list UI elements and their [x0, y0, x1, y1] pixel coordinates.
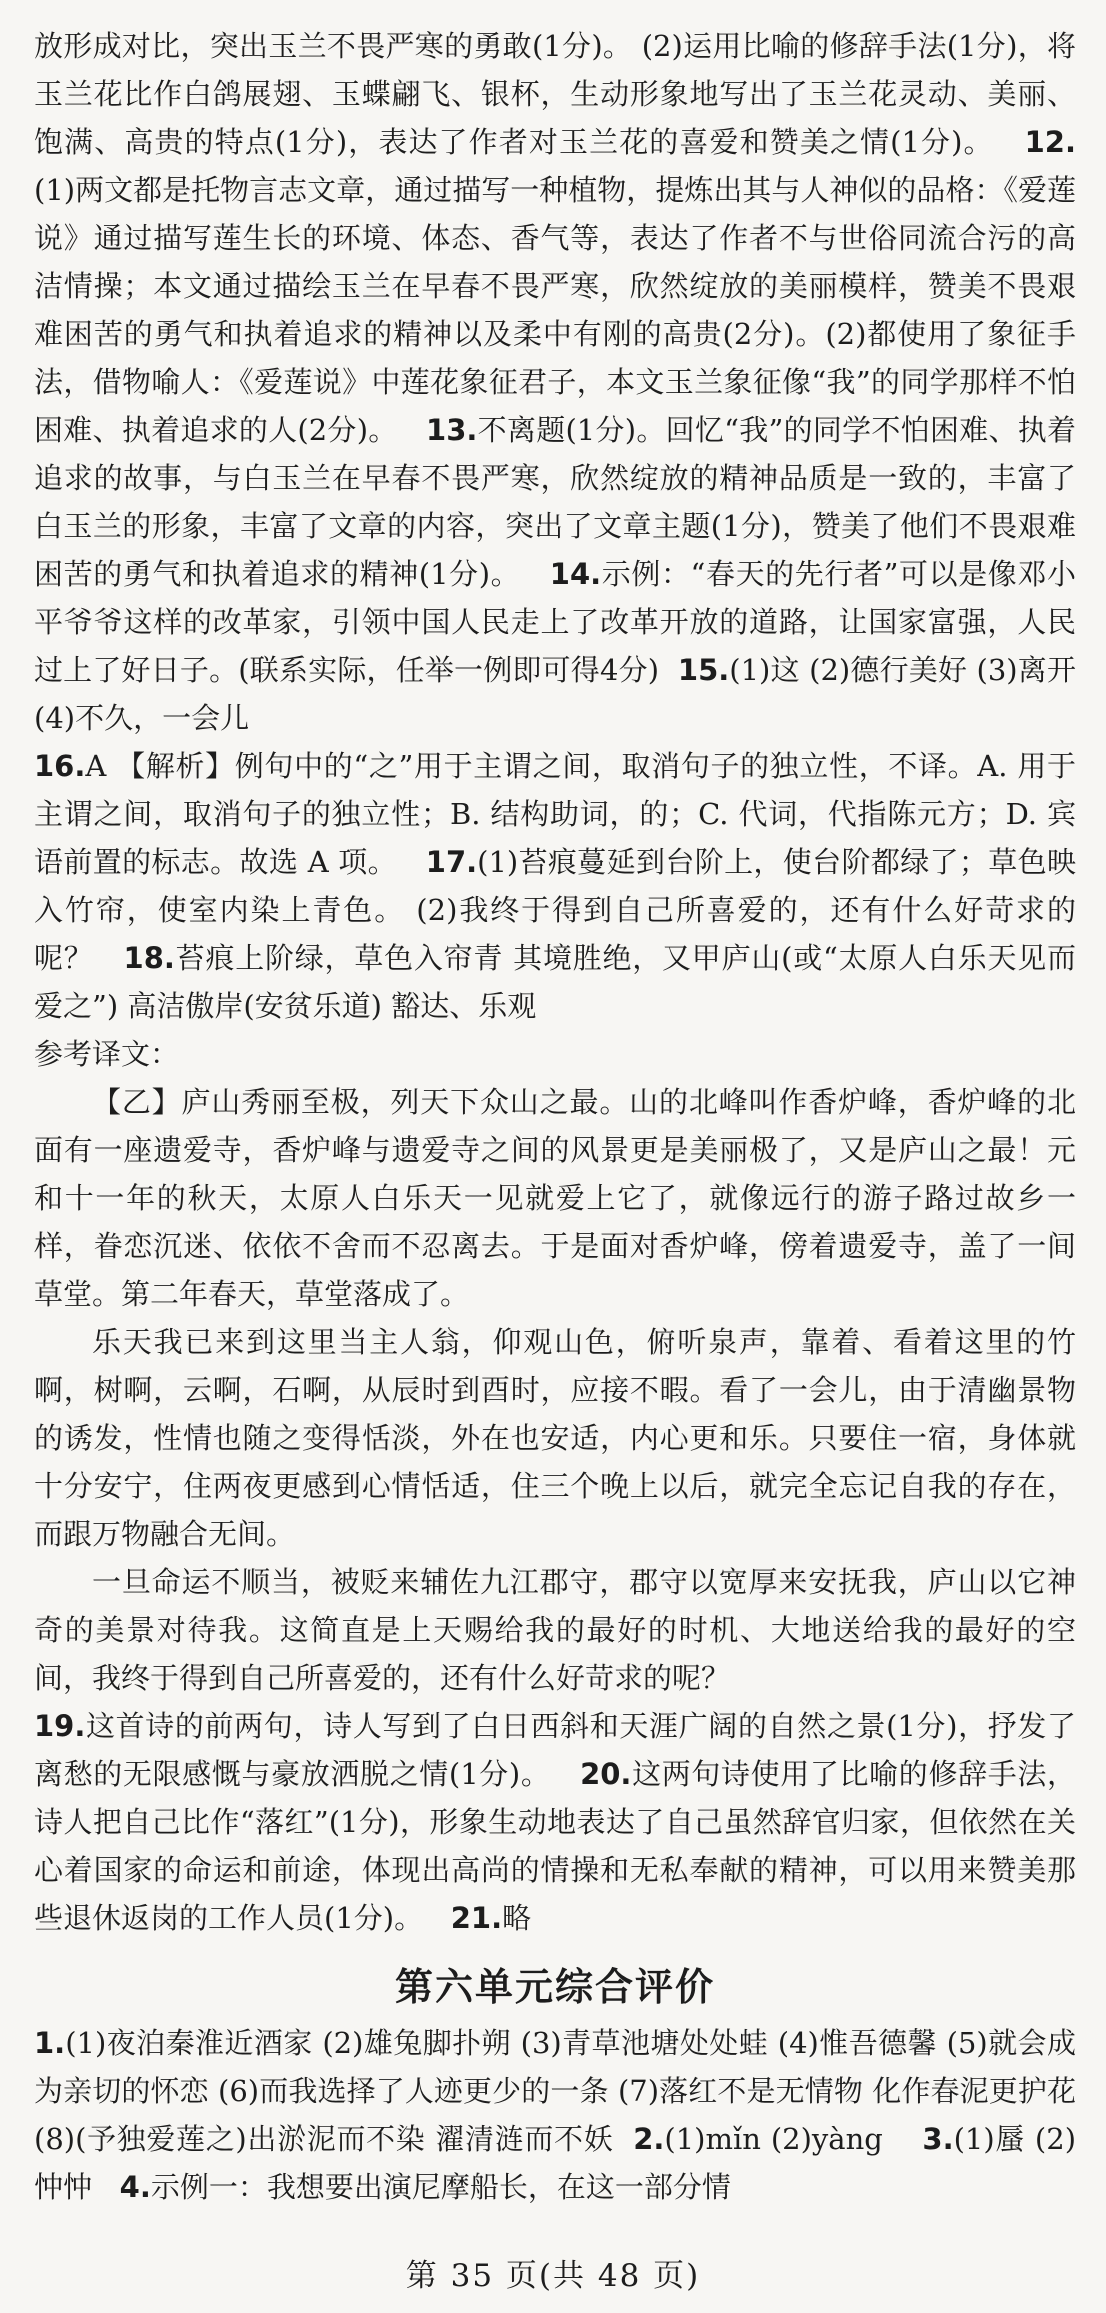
answer-block-19-21: 19.这首诗的前两句，诗人写到了白日西斜和天涯广阔的自然之景(1分)，抒发了离愁的无限感慨与豪放洒脱之情(1分)。 20.这两句诗使用了比喻的修辞手法，诗人把自己比作“落红”(1分)，形象生动地表达了自己虽然辞官归家，但依然在关心着国家的命运和前途，体现出高尚的情操和无私奉献的精神，可以用来赞美那些退休返岗的工作人员(1分)。 21.略: [34, 1709, 1076, 1935]
page-footer: 第 35 页(共 48 页): [405, 2258, 701, 2294]
q18-number: 18.: [123, 941, 175, 975]
q16-number: 16.: [34, 749, 86, 783]
q19-number: 19.: [34, 1709, 86, 1743]
q13-number: 13.: [426, 413, 478, 447]
translation-paragraph-2: 乐天我已来到这里当主人翁，仰观山色，俯听泉声，靠着、看着这里的竹啊，树啊，云啊，石啊，从辰时到酉时，应接不暇。看了一会儿，由于清幽景物的诱发，性情也随之变得恬淡，外在也安适，内心更和乐。只要住一宿，身体就十分安宁，住两夜更感到心情恬适，住三个晚上以后，就完全忘记自我的存在，而跟万物融合无间。: [34, 1325, 1076, 1551]
section-title: 第六单元综合评价: [394, 1964, 715, 2009]
translation-paragraph-3: 一旦命运不顺当，被贬来辅佐九江郡守，郡守以宽厚来安抚我，庐山以它神奇的美景对待我。这简直是上天赐给我的最好的时机、大地送给我的最好的空间，我终于得到自己所喜爱的，还有什么好苛求的呢？: [34, 1565, 1076, 1695]
q17-number: 17.: [425, 845, 478, 879]
answer-block-12-15: 放形成对比，突出玉兰不畏严寒的勇敢(1分)。 (2)运用比喻的修辞手法(1分)，将玉兰花比作白鸽展翅、玉蝶翩飞、银杯，生动形象地写出了玉兰花灵动、美丽、饱满、高贵的特点(1分)，表达了作者对玉兰花的喜爱和赞美之情(1分)。 12.(1)两文都是托物言志文章，通过描写一种植物，提炼出其与人神似的品格：《爱莲说》通过描写莲生长的环境、体态、香气等，表达了作者不与世俗同流合污的高洁情操；本文通过描绘玉兰在早春不畏严寒，欣然绽放的美丽模样，赞美不畏艰难困苦的勇气和执着追求的精神以及柔中有刚的高贵(2分)。(2)都使用了象征手法，借物喻人：《爱莲说》中莲花象征君子，本文玉兰象征像“我”的同学那样不怕困难、执着追求的人(2分)。 13.不离题(1分)。回忆“我”的同学不怕困难、执着追求的故事，与白玉兰在早春不畏严寒，欣然绽放的精神品质是一致的，丰富了白玉兰的形象，丰富了文章的内容，突出了文章主题(1分)，赞美了他们不畏艰难困苦的勇气和执着追求的精神(1分)。 14.示例：“春天的先行者”可以是像邓小平爷爷这样的改革家，引领中国人民走上了改革开放的道路，让国家富强，人民过上了好日子。(联系实际，任举一例即可得4分) 15.(1)这 (2)德行美好 (3)离开 (4)不久，一会儿: [34, 29, 1077, 735]
s-q2-number: 2.: [633, 2122, 665, 2156]
translation-paragraph-1: 【乙】庐山秀丽至极，列天下众山之最。山的北峰叫作香炉峰，香炉峰的北面有一座遗爱寺，香炉峰与遗爱寺之间的风景更是美丽极了，又是庐山之最！元和十一年的秋天，太原人白乐天一见就爱上它了，就像远行的游子路过故乡一样，眷恋沉迷、依依不舍而不忍离去。于是面对香炉峰，傍着遗爱寺，盖了一间草堂。第二年春天，草堂落成了。: [34, 1085, 1076, 1311]
q21-number: 21.: [450, 1901, 503, 1935]
answer-block-16-18: 16.A 【解析】例句中的“之”用于主谓之间，取消句子的独立性，不译。A. 用于主谓之间，取消句子的独立性；B. 结构助词，的；C. 代词，代指陈元方；D. 宾语前置的标志。故选 A 项。 17.(1)苔痕蔓延到台阶上，使台阶都绿了；草色映入竹帘，使室内染上青色。 (2)我终于得到自己所喜爱的，还有什么好苛求的呢？ 18.苔痕上阶绿，草色入帘青 其境胜绝，又甲庐山(或“太原人白乐天见而爱之”) 高洁傲岸(安贫乐道) 豁达、乐观: [34, 749, 1076, 1023]
section-answers: 1.(1)夜泊秦淮近酒家 (2)雄兔脚扑朔 (3)青草池塘处处蛙 (4)惟吾德馨 (5)就会成为亲切的怀恋 (6)而我选择了人迹更少的一条 (7)落红不是无情物 化作春泥更护花 (8)(予独爱莲之)出淤泥而不染 濯清涟而不妖 2.(1)mǐn (2)yàng 3.(1)蜃 (2)忡忡 4.示例一：我想要出演尼摩船长，在这一部分情: [34, 2026, 1077, 2204]
q14-number: 14.: [549, 557, 602, 591]
q15-number: 15.: [677, 653, 730, 687]
s-q1-number: 1.: [34, 2026, 66, 2060]
s-q4-number: 4.: [119, 2170, 151, 2204]
reference-translation-label: 参考译文：: [34, 1037, 180, 1071]
q12-number: 12.: [1024, 125, 1076, 159]
q20-number: 20.: [580, 1757, 632, 1791]
s-q3-number: 3.: [922, 2122, 954, 2156]
